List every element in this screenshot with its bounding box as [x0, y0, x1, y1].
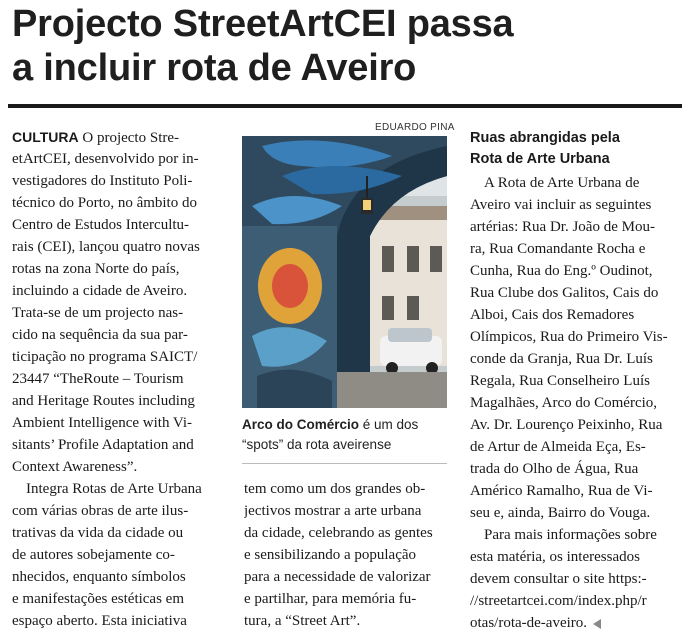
sidebar-line: artérias: Rua Dr. João de Mou- [470, 219, 655, 235]
sidebar-line: Para mais informações sobre [484, 527, 657, 543]
article-line: cido na sequência da sua par- [12, 327, 188, 343]
sidebar-line: seu e, ainda, Bairro do Vouga. [470, 505, 651, 521]
article-line: Centro de Estudos Intercultu- [12, 217, 190, 233]
sidebar-line: ra, Rua Comandante Rocha e [470, 241, 646, 257]
article-column-1 [12, 126, 227, 632]
headline-line-2: a incluir rota de Aveiro [12, 47, 417, 89]
article-line: e sensibilizando a população [244, 547, 417, 563]
sidebar-line: esta matéria, os interessados [470, 549, 640, 565]
article-line: técnico do Porto, no âmbito do [12, 195, 197, 211]
article-line: da cidade, celebrando as gentes [244, 525, 433, 541]
end-mark-icon [593, 619, 601, 629]
sidebar-line: Olímpicos, Rua do Primeiro Vis- [470, 329, 668, 345]
article-text: O projecto Stre- [78, 130, 180, 146]
sidebar-line-text: otas/rota-de-aveiro. [470, 615, 588, 631]
article-line: Ambient Intelligence with Vi- [12, 415, 193, 431]
article-line: rais (CEI), lançou quatro novas [12, 239, 200, 255]
article-line: com várias obras de arte ilus- [12, 503, 189, 519]
caption-line-1 [242, 415, 448, 435]
article-line: de autores sobejamente co- [12, 547, 175, 563]
article-line: tem como um dos grandes ob- [244, 481, 426, 497]
caption-text: é um dos [359, 417, 419, 432]
sidebar-line: Américo Ramalho, Rua de Vi- [470, 483, 653, 499]
article-line: para a necessidade de valorizar [244, 569, 431, 585]
article-line: trativas da vida da cidade ou [12, 525, 184, 541]
photo-arco-do-comercio [242, 136, 447, 408]
sidebar-heading [470, 128, 620, 170]
sidebar-line-last [470, 612, 682, 634]
headline [12, 2, 682, 90]
article-line: etArtCEI, desenvolvido por in- [12, 151, 199, 167]
sidebar-line: trada do Olho de Água, Rua [470, 461, 639, 477]
headline-rule [8, 104, 682, 108]
photo-credit: EDUARDO PINA [375, 122, 455, 133]
sidebar-line: Alboi, Cais dos Remadores [470, 307, 635, 323]
sidebar-line: devem consultar o site https:- [470, 571, 647, 587]
caption-line-2: “spots” da rota aveirense [242, 437, 392, 452]
photo-caption [242, 415, 448, 455]
section-kicker: CULTURA [12, 129, 79, 145]
headline-line-1: Projecto StreetArtCEI passa [12, 3, 514, 45]
article-line: Context Awareness”. [12, 459, 138, 475]
article-line: rotas na zona Norte do país, [12, 261, 180, 277]
sidebar-line: Cunha, Rua do Eng.º Oudinot, [470, 263, 653, 279]
article-line: and Heritage Routes including [12, 393, 195, 409]
article-line: incluindo a cidade de Aveiro. [12, 283, 188, 299]
sidebar-line: Magalhães, Arco do Comércio, [470, 395, 658, 411]
article-line [12, 126, 227, 148]
sidebar-heading-line-1: Ruas abrangidas pela [470, 130, 620, 146]
article-line: ticipação no programa SAICT/ [12, 349, 198, 365]
article-line: vestigadores do Instituto Poli- [12, 173, 193, 189]
article-line: Integra Rotas de Arte Urbana [26, 481, 202, 497]
article-line: nhecidos, enquanto símbolos [12, 569, 186, 585]
article-line: espaço aberto. Esta iniciativa [12, 613, 187, 629]
caption-divider [242, 463, 447, 464]
article-line: e partilhar, para memória fu- [244, 591, 417, 607]
sidebar-line: Aveiro vai incluir as seguintes [470, 197, 652, 213]
article-column-2 [244, 478, 454, 632]
article-line: jectivos mostrar a arte urbana [244, 503, 422, 519]
article-line: tura, a “Street Art”. [244, 613, 361, 629]
sidebar-line: A Rota de Arte Urbana de [484, 175, 640, 191]
caption-bold: Arco do Comércio [242, 417, 360, 432]
article-line: Trata-se de um projecto nas- [12, 305, 184, 321]
sidebar-line: de Artur de Almeida Eça, Es- [470, 439, 646, 455]
sidebar-body [470, 172, 682, 634]
article-line: sitants’ Profile Adaptation and [12, 437, 194, 453]
sidebar-heading-line-2: Rota de Arte Urbana [470, 151, 610, 167]
article-line: e manifestações estéticas em [12, 591, 185, 607]
sidebar-line: conde da Granja, Rua Dr. Luís [470, 351, 653, 367]
sidebar-line: Rua Clube dos Galitos, Cais do [470, 285, 659, 301]
photo-illustration [242, 136, 447, 408]
article-line: 23447 “TheRoute – Tourism [12, 371, 184, 387]
sidebar-line: //streetartcei.com/index.php/r [470, 593, 647, 609]
sidebar-line: Regala, Rua Conselheiro Luís [470, 373, 650, 389]
sidebar-line: Av. Dr. Lourenço Peixinho, Rua [470, 417, 663, 433]
